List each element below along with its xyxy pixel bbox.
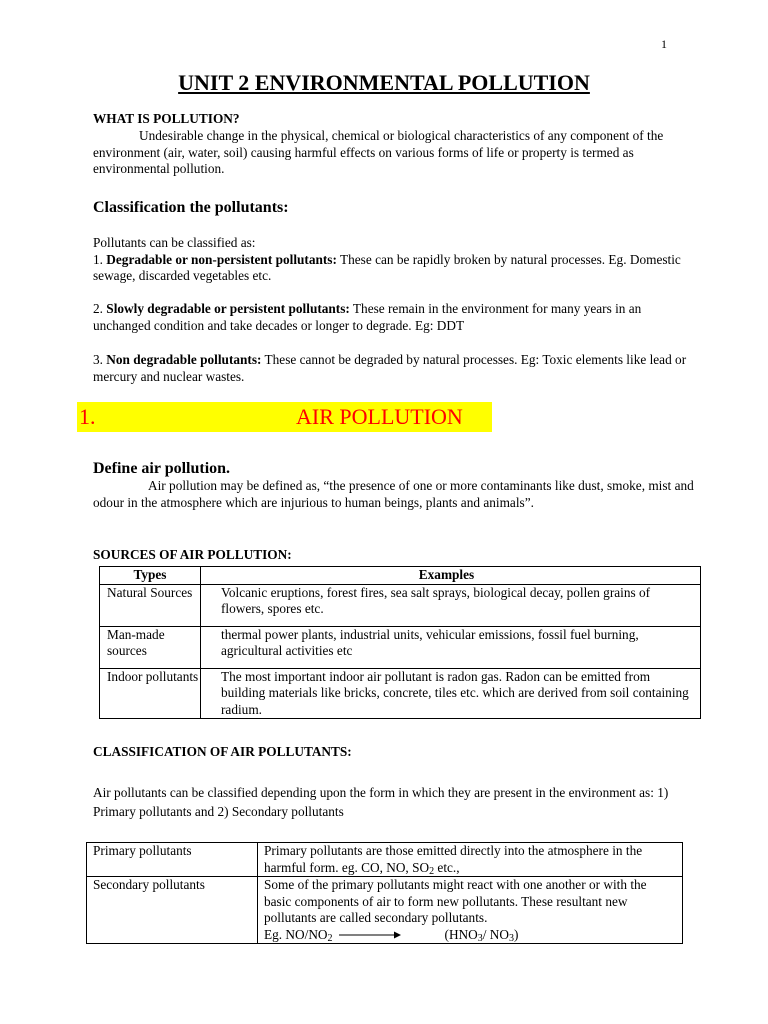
item-number: 2. [93, 301, 107, 316]
example-result: ) [514, 926, 519, 942]
secondary-description [258, 877, 683, 944]
table-row [100, 626, 701, 668]
classification-item-2 [93, 301, 693, 334]
secondary-text: Some of the primary pollutants might react with one another or with the basic components of air to form new pollutants. These resultant new pollutants are called secondary pollutants. [264, 877, 647, 925]
primary-tail: etc., [434, 859, 460, 875]
page-title: UNIT 2 ENVIRONMENTAL POLLUTION [178, 70, 590, 95]
subscript: 3 [477, 932, 483, 944]
item-text: These can be rapidly broken by natural processes. Eg. Domestic sewage, discarded vegetables etc. [93, 251, 681, 283]
header-types: Types [100, 567, 201, 585]
secondary-label: Secondary pollutants [87, 877, 258, 944]
classification-item-3 [93, 352, 693, 385]
source-example: thermal power plants, industrial units, vehicular emissions, fossil fuel burning, agricultural activities etc [201, 626, 701, 668]
classification-intro: Pollutants can be classified as: [93, 235, 256, 250]
pollutants-table [86, 842, 683, 944]
item-text: These cannot be degraded by natural processes. Eg: Toxic elements like lead or mercury and nuclear wastes. [93, 352, 687, 384]
example-prefix: Eg. NO/NO [264, 926, 328, 942]
classification-air-text: Air pollutants can be classified depending upon the form in which they are present in the environment as: 1) Primary pollutants and 2) Secondary pollutants [93, 785, 669, 819]
item-term: Non degradable pollutants: [106, 352, 262, 367]
table-header-row [100, 567, 701, 585]
primary-description [258, 843, 683, 877]
subscript: 2 [429, 865, 435, 877]
source-example: The most important indoor air pollutant is radon gas. Radon can be emitted from building materials like bricks, concrete, tiles etc. which are derived from soil containing radium. [201, 668, 701, 719]
air-pollution-banner [77, 402, 492, 432]
classification-item-1 [93, 252, 693, 285]
what-is-pollution-text [93, 128, 693, 178]
item-number: 1. [93, 251, 107, 267]
define-body: Air pollution may be defined as, “the presence of one or more contaminants like dust, smoke, mist and odour in the atmosphere which are injurious to human beings, plants and animals”. [93, 478, 694, 510]
subscript: 3 [509, 932, 515, 944]
classification-heading: Classification the pollutants: [93, 199, 289, 216]
right-arrow-icon [339, 930, 401, 940]
subscript: 2 [327, 932, 333, 944]
define-air-pollution-heading: Define air pollution. [93, 460, 231, 477]
source-type: Natural Sources [100, 584, 201, 626]
classification-air-heading: CLASSIFICATION OF AIR POLLUTANTS: [93, 744, 352, 759]
page-number: 1 [661, 37, 667, 51]
example-result: (HNO [444, 926, 478, 942]
example-result: / NO [482, 926, 510, 942]
sources-heading: SOURCES OF AIR POLLUTION: [93, 547, 292, 562]
secondary-example [264, 927, 676, 944]
source-type: Man-made sources [100, 626, 201, 668]
header-examples: Examples [201, 567, 701, 585]
table-row [87, 877, 683, 944]
section-title: AIR POLLUTION [296, 404, 463, 429]
define-air-pollution-text [93, 478, 703, 511]
section-number: 1. [79, 404, 96, 429]
primary-label: Primary pollutants [87, 843, 258, 877]
item-number: 3. [93, 352, 107, 367]
primary-text: Primary pollutants are those emitted directly into the atmosphere in the harmful form. eg. CO, NO, SO [264, 843, 643, 875]
table-row [100, 668, 701, 719]
item-term: Slowly degradable or persistent pollutants: [106, 301, 350, 316]
table-row [87, 843, 683, 877]
table-row [100, 584, 701, 626]
classification-intro-block [93, 235, 693, 285]
source-type: Indoor pollutants [100, 668, 201, 719]
item-term: Degradable or non-persistent pollutants: [106, 251, 337, 267]
sources-table [99, 566, 701, 719]
what-is-pollution-body: Undesirable change in the physical, chemical or biological characteristics of any component of the environment (air, water, soil) causing harmful effects on various forms of life or property is termed as environmental pollution. [93, 128, 664, 176]
what-is-pollution-heading: WHAT IS POLLUTION? [93, 111, 240, 126]
item-text: These remain in the environment for many years in an unchanged condition and take decades or longer to degrade. Eg: DDT [93, 301, 642, 333]
source-example: Volcanic eruptions, forest fires, sea salt sprays, biological decay, pollen grains of flowers, spores etc. [201, 584, 701, 626]
